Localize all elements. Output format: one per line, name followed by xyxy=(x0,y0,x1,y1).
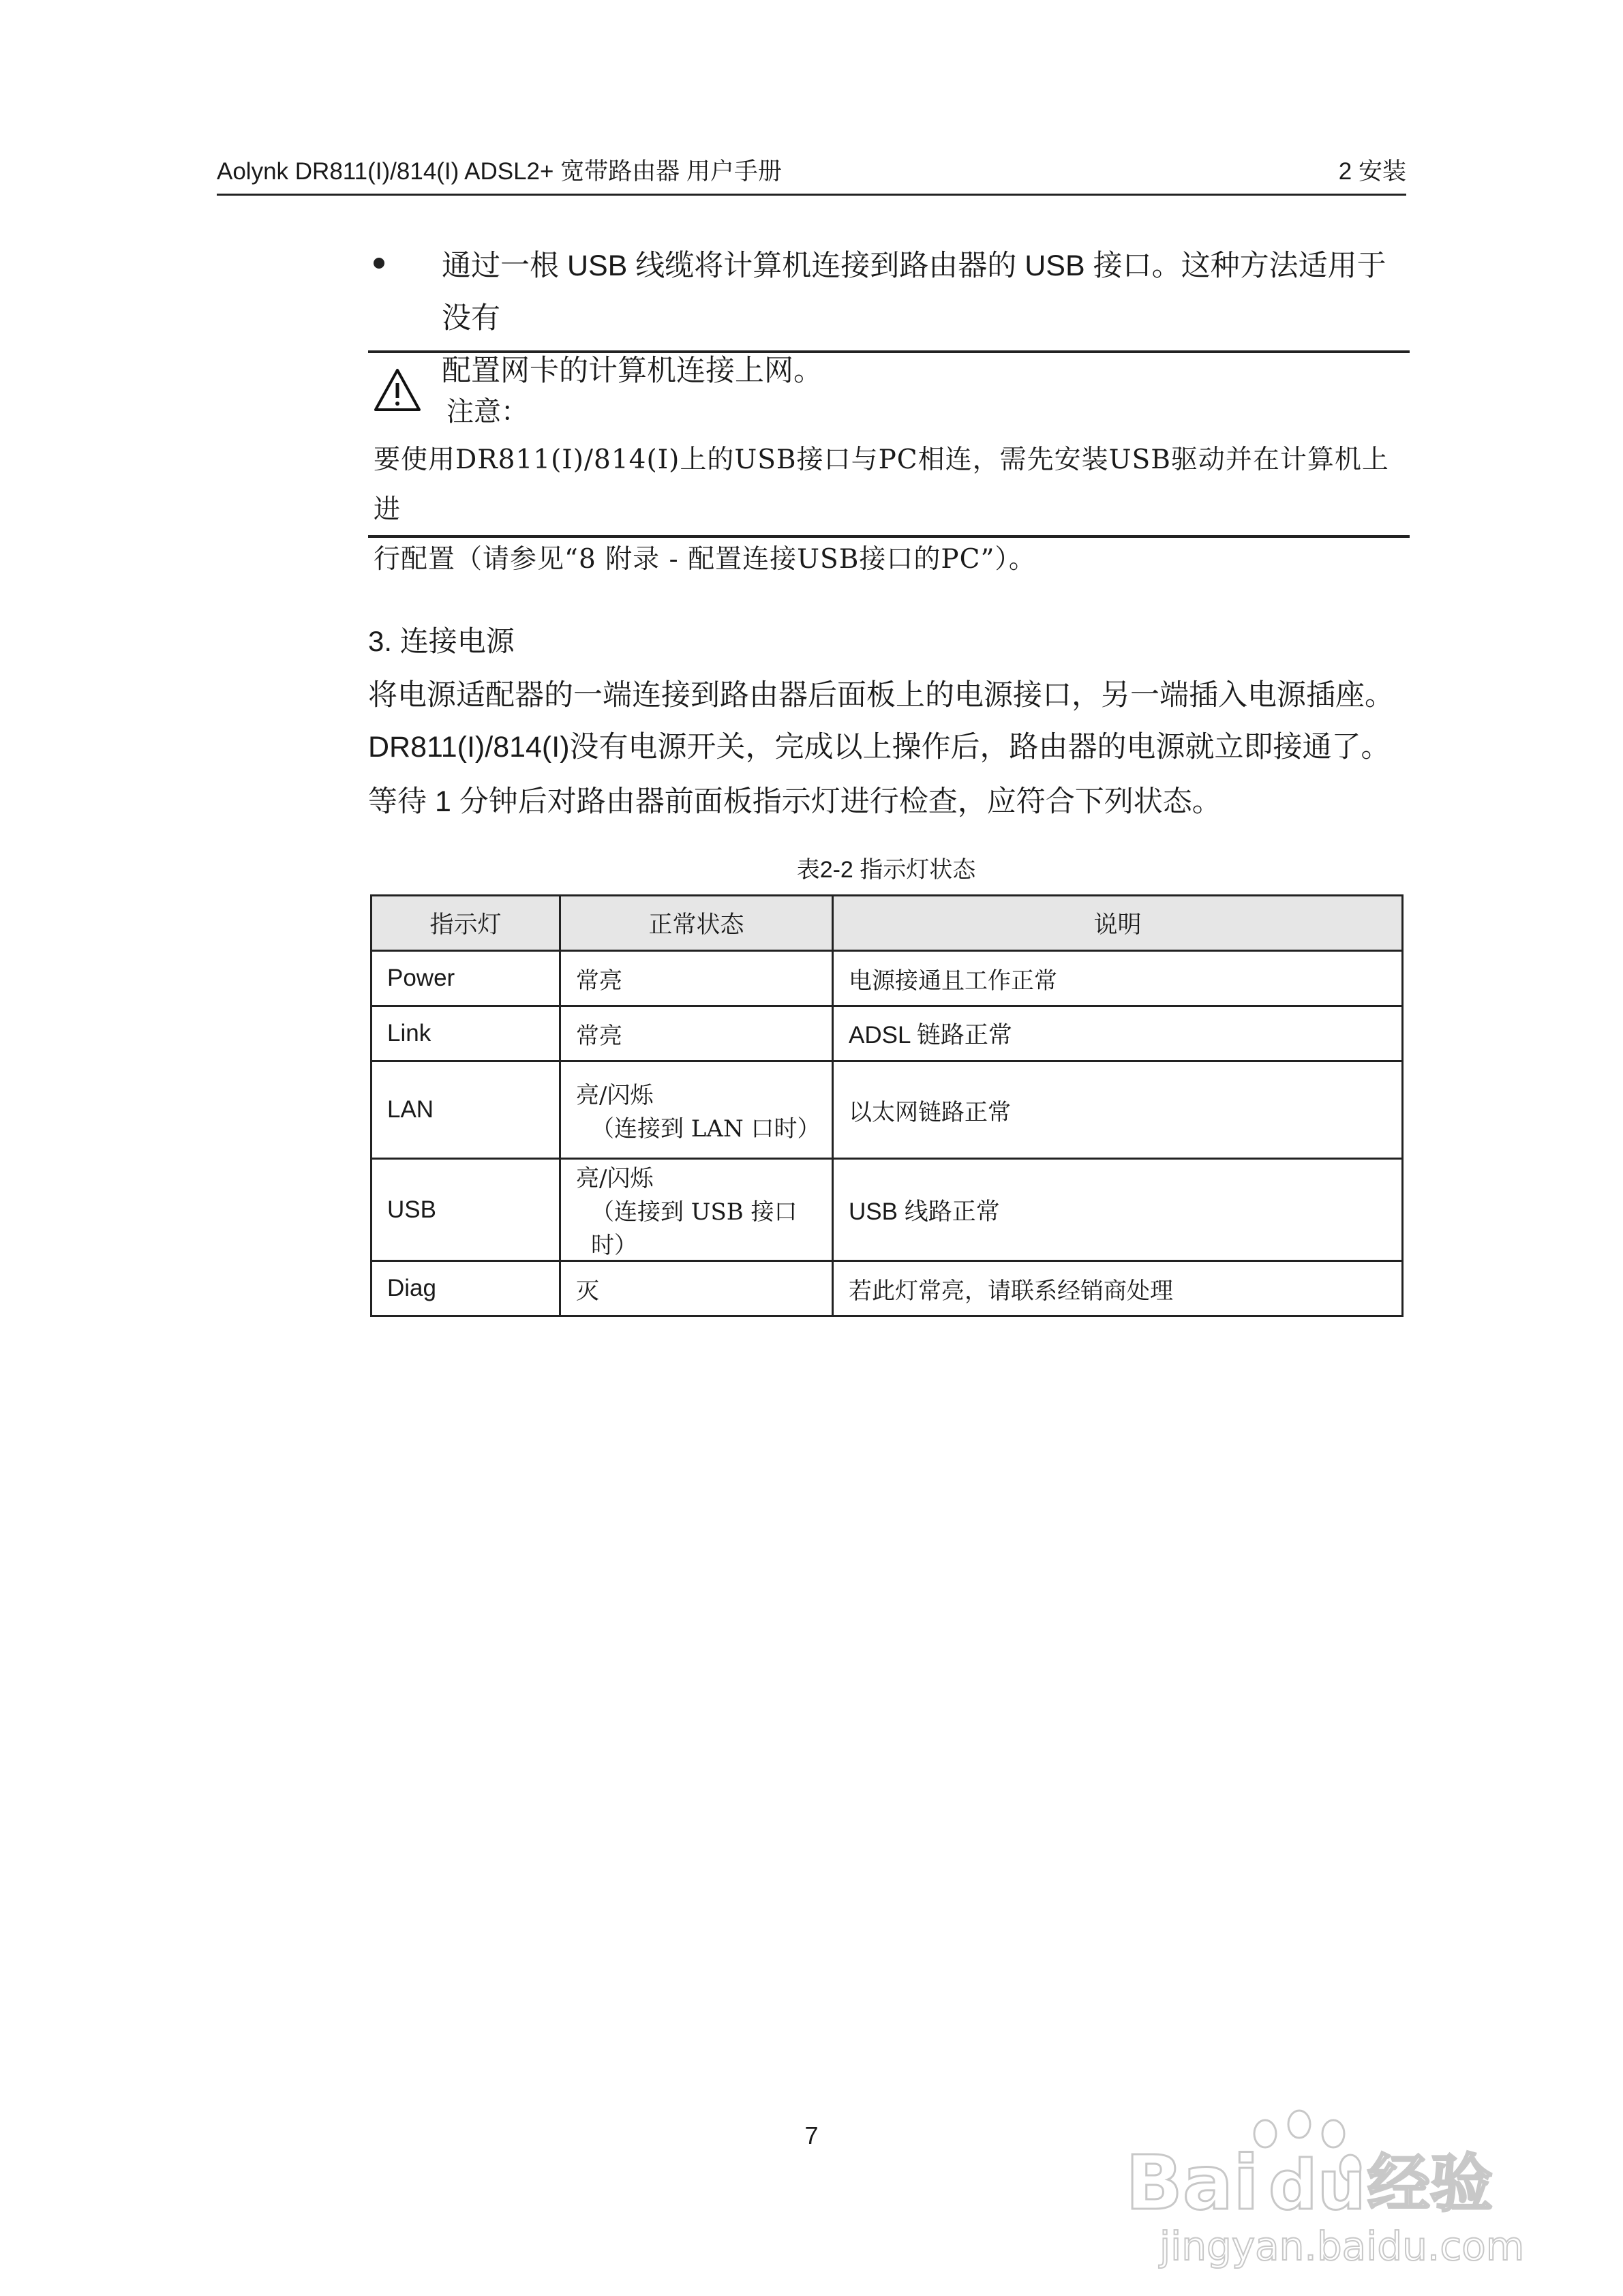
led-state: 灭 xyxy=(560,1261,833,1316)
table-header-row xyxy=(371,896,1403,951)
bullet-dot xyxy=(374,258,384,269)
note-bottom-rule xyxy=(368,535,1410,538)
led-state: 常亮 xyxy=(560,951,833,1006)
paragraph-1-line-1: 将电源适配器的一端连接到路由器后面板上的电源接口，另一端插入电源插座。 xyxy=(368,679,1394,712)
header-divider xyxy=(217,194,1406,196)
header-description: 说明 xyxy=(833,896,1403,951)
bullet-text xyxy=(442,240,1410,397)
led-name: Link xyxy=(371,1006,560,1061)
led-state-cell xyxy=(560,1061,833,1159)
bullet-line-2: 配置网卡的计算机连接上网。 xyxy=(442,354,823,387)
bullet-line-1: 通过一根 USB 线缆将计算机连接到路由器的 USB 接口。这种方法适用于没有 xyxy=(442,250,1386,335)
warning-triangle-icon xyxy=(374,368,421,412)
baidu-jingyan-watermark xyxy=(1064,2106,1528,2270)
led-state-note: （连接到 USB 接口时） xyxy=(591,1198,798,1259)
section-title: 3. 连接电源 xyxy=(368,625,515,657)
indicator-table xyxy=(370,894,1404,1317)
led-state: 常亮 xyxy=(560,1006,833,1061)
led-description: 以太网链路正常 xyxy=(833,1061,1403,1159)
section-paragraph-2: 等待 1 分钟后对路由器前面板指示灯进行检查，应符合下列状态。 xyxy=(368,785,1222,818)
section-paragraph-1 xyxy=(368,669,1411,773)
led-state-note: （连接到 LAN 口时） xyxy=(591,1115,821,1143)
led-state: 亮/闪烁 xyxy=(576,1082,654,1109)
led-description: USB 线路正常 xyxy=(833,1159,1403,1261)
table-caption: 表2-2 指示灯状态 xyxy=(796,857,976,883)
table-row xyxy=(371,1261,1403,1316)
table-row xyxy=(371,1061,1403,1159)
table-row xyxy=(371,1159,1403,1261)
led-name: LAN xyxy=(371,1061,560,1159)
watermark-brand-2: du xyxy=(1269,2145,1366,2225)
led-description: ADSL 链路正常 xyxy=(833,1006,1403,1061)
note-text xyxy=(374,435,1413,584)
led-name: Diag xyxy=(371,1261,560,1316)
header-title: Aolynk DR811(I)/814(I) ADSL2+ 宽带路由器 用户手册 xyxy=(217,158,782,185)
note-line-2: 行配置（请参见“8 附录 - 配置连接USB接口的PC”）。 xyxy=(374,544,1036,575)
header-indicator: 指示灯 xyxy=(371,896,560,951)
watermark-brand: Bai xyxy=(1125,2139,1259,2226)
paragraph-1-line-2: DR811(I)/814(I)没有电源开关，完成以上操作后，路由器的电源就立即接通了。 xyxy=(368,731,1391,764)
led-name: USB xyxy=(371,1159,560,1261)
note-top-rule xyxy=(368,350,1410,353)
header-chapter: 2 安装 xyxy=(1338,158,1406,185)
page-number: 7 xyxy=(804,2121,819,2149)
led-state-cell xyxy=(560,1159,833,1261)
led-description: 电源接通且工作正常 xyxy=(833,951,1403,1006)
table-row xyxy=(371,1006,1403,1061)
note-title: 注意： xyxy=(446,396,528,427)
watermark-label: 经验 xyxy=(1367,2147,1493,2220)
watermark-url: jingyan.baidu.com xyxy=(1159,2223,1525,2269)
led-description: 若此灯常亮，请联系经销商处理 xyxy=(833,1261,1403,1316)
led-state: 亮/闪烁 xyxy=(576,1165,654,1192)
table-row xyxy=(371,951,1403,1006)
note-line-1: 要使用DR811(I)/814(I)上的USB接口与PC相连，需先安装USB驱动并在计算机上进 xyxy=(374,444,1389,525)
led-name: Power xyxy=(371,951,560,1006)
header-normal-state: 正常状态 xyxy=(560,896,833,951)
